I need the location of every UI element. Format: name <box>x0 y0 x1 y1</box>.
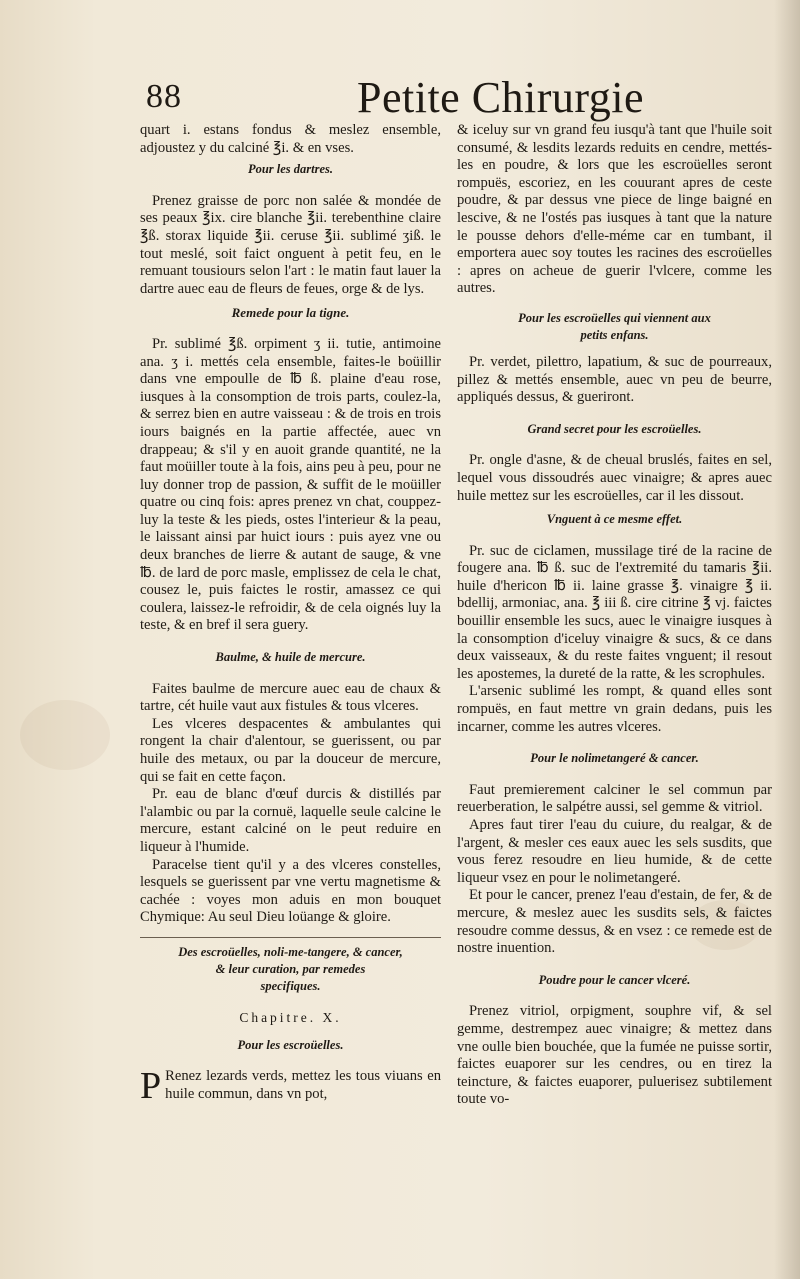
paragraph: Apres faut tirer l'eau du cuiure, du realgar, & de l'argent, & mesler ces eaux auec les sels susdits, que vous ferez resoudre en lieu humide, & de cette liqueur vsez en pour le nolimetangeré. <box>457 817 772 886</box>
paragraph: L'arsenic sublimé les rompt, & quand elles sont rompuës, en faut mettre vn grain dedans, puis les incarner, comme les autres vlceres. <box>457 683 772 735</box>
paragraph: Paracelse tient qu'il y a des vlceres constelles, lesquels se guerissent par vne vertu magnetisme & cachée : voyes mon aduis en mon bouquet Chymique: Au seul Dieu loüange & gloire. <box>140 856 441 926</box>
paragraph: Faut premierement calciner le sel commun par reuerberation, le salpétre aussi, sel gemme & vitriol. <box>457 781 772 816</box>
section-heading: Baulme, & huile de mercure. <box>215 650 366 665</box>
paragraph: Prenez graisse de porc non salée & mondée de ses peaux ℥ix. cire blanche ℥ii. terebenthine claire ℥ß. storax liquide ℥ii. ceruse ℥ii. sublimé ʒiß. le tout meslé, soit faict onguent à petit feu, en le remuant tousiours selon l'art : le matin faut lauer la dartre auec eau de fleurs de feues, orge & de lys. <box>140 192 441 297</box>
section-heading <box>457 310 772 344</box>
chapter-title-line: specifiques. <box>260 978 321 993</box>
paragraph <box>140 1065 441 1108</box>
paragraph: Faites baulme de mercure auec eau de chaux & tartre, cét huile vaut aux fistules & tous vlceres. <box>140 680 441 715</box>
section-heading: Poudre pour le cancer vlceré. <box>538 972 691 987</box>
paragraph: Pr. sublimé ℥ß. orpiment ʒ ii. tutie, antimoine ana. ʒ i. mettés cela ensemble, faites-le boüillir dans vne empoulle de ℔ ß. plaine d'eau rose, iusques à la consomption de trois parts, coulez-la, & serrez bien en autre vaisseau : & de trois en trois iours baignés en la partie affectée, auec vn drappeau; & s'il y en auoit grande quantité, ne la faut moüiller toute à la fois, ains peu à peu, pour ne luy donner trop de passion, & suffit de le moüiller quatre ou cinq fois: apres prenez vn chat, couppez-luy la teste & les pieds, ostes l'interieur & la peau, le laissant ainsi par huict iours : puis ayez vne ou deux branches de lierre & autant de sauge, & vne ℔. de lard de porc masle, emplissez de cela le chat, cousez le, puis faictes le rostir, amassez ce qui coulera, laissez-le refroidir, & de cela oignés luy la teste, & en bref il sera guery. <box>140 335 441 634</box>
page-edge-shadow <box>774 0 800 1279</box>
paragraph: Prenez vitriol, orpigment, souphre vif, & sel gemme, destrempez auec vinaigre; & mettez dans vne oulle bien bouchée, que la fumée ne puisse sortir, faictes euaporer sur les cendres, ou en tirez la teincture, & faictes euaporer, puluerisez subtilement toute vo- <box>457 1003 772 1108</box>
section-heading: Pour les escroüelles. <box>237 1037 344 1052</box>
section-heading: Pour le nolimetangeré & cancer. <box>530 751 699 766</box>
paper-stain <box>20 700 110 770</box>
paragraph-text: Renez lezards verds, mettez les tous viuans en huile commun, dans vn pot, <box>165 1068 441 1102</box>
drop-capital: P <box>140 1065 162 1108</box>
paragraph: Pr. eau de blanc d'œuf durcis & distillés par l'alambic ou par la cornuë, laquelle seule calcine le mercure, estant calciné on le peut reduire en liqueur à l'humide. <box>140 786 441 855</box>
section-divider <box>140 937 441 938</box>
right-column <box>457 122 772 1109</box>
paragraph: Et pour le cancer, prenez l'eau d'estain, de fer, & de mercure, & meslez auec les susdits sels, & faictes resoudre comme dessus, & en vsez : ce remede est de nostre inuention. <box>457 887 772 957</box>
paragraph: Pr. suc de ciclamen, mussilage tiré de la racine de fougere ana. ℔ ß. suc de l'extremité du tamaris ℥ii. huile d'hericon ℔ ii. laine grasse ℥. vinaigre ℥ ii. bdellij, armoniac, ana. ℥ iii ß. cire citrine ℥ vj. faictes bouillir ensemble les sucs, auec le vinaigre iusques à la consomption d'iceluy vinaigre & sucs, & ce dans deux vaisseaux, & du reste faites vnguent; il resout les apostemes, la dureté de la ratte, & les scrophules. <box>457 542 772 682</box>
paragraph: Pr. ongle d'asne, & de cheual bruslés, faites en sel, lequel vous dissoudrés auec vinaigre; & apres auec huile mettez sur les escroüelles, car il les dissout. <box>457 452 772 504</box>
page-number: 88 <box>146 78 182 115</box>
paragraph: Pr. verdet, pilettro, lapatium, & suc de pourreaux, pillez & mettés ensemble, auec vn peu de beurre, appliqués dessus, & gueriront. <box>457 353 772 406</box>
chapter-title-line: Des escroüelles, noli-me-tangere, & cancer, <box>178 944 403 959</box>
running-title: Petite Chirurgie <box>357 73 645 122</box>
paragraph: quart i. estans fondus & meslez ensemble, adjoustez y du calciné ℥i. & en vses. <box>140 122 441 156</box>
paragraph: & iceluy sur vn grand feu iusqu'à tant que l'huile soit consumé, & lesdits lezards reduits en cendre, mettés-les en poudre, & lors que les escroüelles seront rompuës, escoriez, en les couurant apres de ceste poudre, & par dessus vne piece de linge baigné en lescive, & ne l'ostés pas iusques à tant que la nature le pousse dehors d'elle-méme car en tumbant, il emportera auec soy toutes les racines des escroüelles : apres on acheue de guerir l'vlcere, comme les autres. <box>457 122 772 297</box>
section-heading: Pour les dartres. <box>247 162 334 177</box>
paragraph: Les vlceres despacentes & ambulantes qui rongent la chair d'alentour, se guerissent, ou par huile des metaux, ou par la douceur de mercure, qui se fait en cette façon. <box>140 715 441 785</box>
chapter-title-line: & leur curation, par remedes <box>215 961 366 976</box>
section-heading: Remede pour la tigne. <box>231 305 350 321</box>
chapter-title <box>140 944 441 995</box>
chapter-number: Chapitre. X. <box>239 1009 342 1025</box>
left-column <box>140 122 441 1108</box>
section-heading-line: Pour les escroüelles qui viennent aux <box>518 310 711 325</box>
section-heading: Grand secret pour les escroüelles. <box>527 421 702 436</box>
section-heading-line: petits enfans. <box>580 327 649 342</box>
section-heading: Vnguent à ce mesme effet. <box>546 512 683 527</box>
